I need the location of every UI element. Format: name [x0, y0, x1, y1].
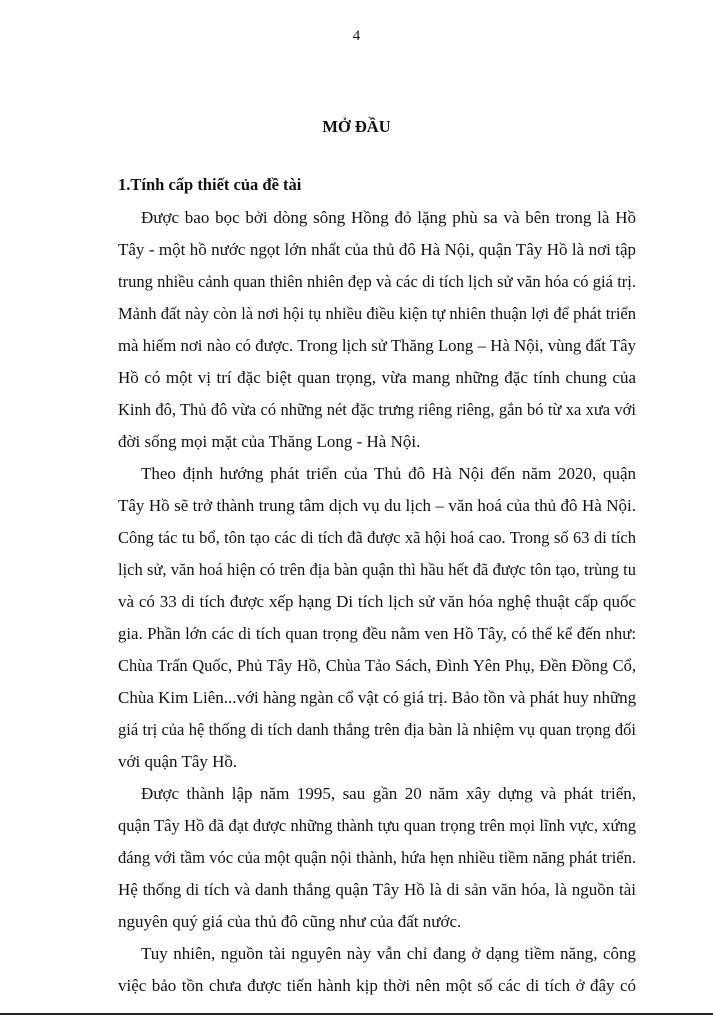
paragraph-line: Hồ có một vị trí đặc biệt quan trọng, vừa mang những đặc tính chung của [118, 368, 636, 387]
chapter-title: MỞ ĐẦU [322, 117, 391, 136]
paragraph-line: Tây Hồ sẽ trở thành trung tâm dịch vụ du lịch – văn hoá của thủ đô Hà Nội. [118, 496, 636, 515]
paragraph-line: Được thành lập năm 1995, sau gần 20 năm xây dựng và phát triển, [141, 784, 636, 803]
paragraph-line: gia. Phần lớn các di tích quan trọng đều nằm ven Hồ Tây, có thể kể đến như: [118, 624, 636, 643]
paragraph-line: với quận Tây Hồ. [118, 752, 238, 771]
paragraph-line: Kinh đô, Thủ đô vừa có những nét đặc trưng riêng riêng, gắn bó từ xa xưa với [118, 400, 636, 419]
paragraph-line: nguyên quý giá của thủ đô cũng như của đất nước. [118, 912, 462, 931]
page-bottom-border [0, 1013, 713, 1015]
paragraph-line: Chùa Kim Liên...với hàng ngàn cổ vật có giá trị. Bảo tồn và phát huy những [118, 688, 637, 707]
paragraph-line: lịch sử, văn hoá hiện có trên địa bàn quận thì hầu hết đã được tôn tạo, trùng tu [118, 560, 636, 579]
paragraph-line: Được bao bọc bởi dòng sông Hồng đỏ lặng phù sa và bên trong là Hồ [141, 208, 636, 227]
paragraph-line: Tuy nhiên, nguồn tài nguyên này vẫn chỉ đang ở dạng tiềm năng, công [141, 944, 636, 963]
section-heading: 1.Tính cấp thiết của đề tài [118, 175, 302, 194]
paragraph-line: quận Tây Hồ đã đạt được những thành tựu quan trọng trên mọi lĩnh vực, xứng [118, 816, 636, 835]
paragraph-line: Mảnh đất này còn là nơi hội tụ nhiều điều kiện tự nhiên thuận lợi để phát triển [118, 304, 636, 323]
paragraph-line: Công tác tu bổ, tôn tạo các di tích đã được xã hội hoá cao. Trong số 63 di tích [118, 528, 636, 547]
paragraph-line: Chùa Trấn Quốc, Phủ Tây Hồ, Chùa Tảo Sách, Đình Yên Phụ, Đền Đồng Cổ, [118, 656, 636, 675]
page-number: 4 [352, 28, 361, 44]
paragraph-line: Theo định hướng phát triển của Thủ đô Hà Nội đến năm 2020, quận [141, 464, 636, 483]
paragraph-line: giá trị của hệ thống di tích danh thắng trên địa bàn là nhiệm vụ quan trọng đối [118, 720, 636, 739]
paragraph-line: đời sống mọi mặt của Thăng Long - Hà Nội. [118, 432, 421, 451]
paragraph-line: đáng với tầm vóc của một quận nội thành, hứa hẹn nhiều tiềm năng phát triển. [118, 848, 636, 867]
paragraph-line: trung nhiều cảnh quan thiên nhiên đẹp và các di tích lịch sử văn hóa có giá trị. [118, 272, 636, 291]
paragraph-line: mà hiếm nơi nào có được. Trong lịch sử Thăng Long – Hà Nội, vùng đất Tây [118, 336, 636, 355]
paragraph-line: việc bảo tồn chưa được tiến hành kịp thời nên một số các di tích ở đây có [118, 976, 636, 995]
paragraph-line: Tây - một hồ nước ngọt lớn nhất của thủ đô Hà Nội, quận Tây Hồ là nơi tập [118, 240, 636, 259]
paragraph-line: và có 33 di tích được xếp hạng Di tích lịch sử văn hóa nghệ thuật cấp quốc [118, 592, 636, 611]
paragraph-line: Hệ thống di tích và danh thắng quận Tây Hồ là di sản văn hóa, là nguồn tài [118, 880, 636, 899]
